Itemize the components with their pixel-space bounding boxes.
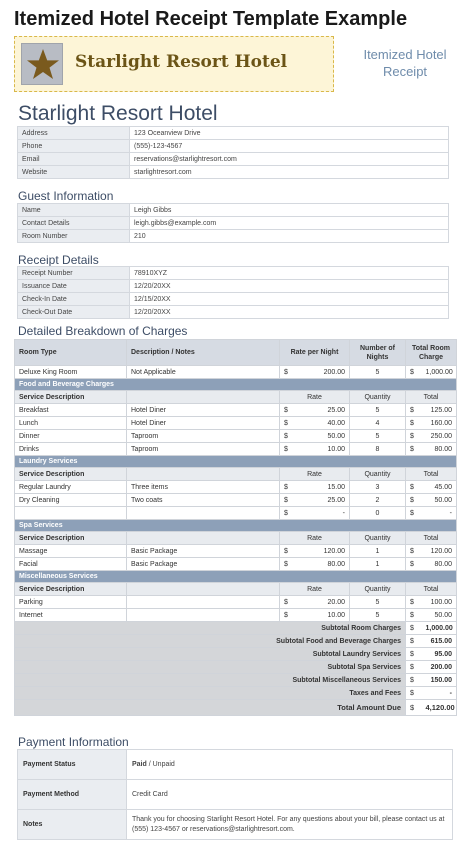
table-row (15, 417, 457, 430)
table-row (15, 558, 457, 571)
service-header-row (15, 583, 457, 596)
currency-cell: $ (280, 366, 298, 379)
qty-cell: 8 (350, 443, 406, 456)
currency-cell: $ (280, 558, 298, 571)
header-total-room-charge: Total Room Charge (406, 340, 457, 366)
currency-cell: $ (280, 609, 298, 622)
currency-cell: $ (406, 674, 422, 687)
service-cell: Parking (15, 596, 127, 609)
category-row-laundry (15, 456, 457, 468)
header-total: Total (406, 583, 457, 596)
currency-cell: $ (406, 494, 422, 507)
qty-cell: 5 (350, 609, 406, 622)
field-label: Payment Method (18, 780, 127, 810)
currency-cell: $ (406, 687, 422, 700)
notes-cell: Hotel Diner (127, 404, 280, 417)
total-cell: 125.00 (422, 404, 457, 417)
receipt-heading: Receipt Details (18, 253, 99, 267)
table-row (18, 217, 449, 230)
qty-cell: 5 (350, 404, 406, 417)
currency-cell: $ (280, 494, 298, 507)
payment-status-value (127, 750, 453, 780)
currency-cell: $ (406, 622, 422, 635)
currency-cell: $ (406, 648, 422, 661)
service-cell: Facial (15, 558, 127, 571)
rate-cell: 80.00 (298, 558, 350, 571)
currency-cell: $ (280, 481, 298, 494)
header-notes-blank (127, 532, 280, 545)
currency-cell: $ (406, 609, 422, 622)
qty-cell: 2 (350, 494, 406, 507)
notes-cell: Basic Package (127, 545, 280, 558)
field-label: Notes (18, 810, 127, 840)
header-rate: Rate (280, 391, 350, 404)
logo-text: Starlight Resort Hotel (75, 52, 288, 72)
table-row (18, 810, 453, 840)
total-cell: - (422, 507, 457, 520)
service-header-row (15, 391, 457, 404)
qty-cell: 1 (350, 558, 406, 571)
qty-cell: 4 (350, 417, 406, 430)
header-number-of-nights: Number of Nights (350, 340, 406, 366)
header-rate: Rate (280, 583, 350, 596)
header-service-description: Service Description (15, 583, 127, 596)
table-row (18, 140, 449, 153)
side-title-line2: Receipt (382, 64, 428, 79)
total-cell: 45.00 (422, 481, 457, 494)
subtotal-row (15, 622, 457, 635)
header-notes-blank (127, 468, 280, 481)
field-label: Name (18, 204, 130, 217)
table-row (15, 366, 457, 379)
grand-total-label: Total Amount Due (15, 700, 406, 716)
side-title-line1: Itemized Hotel (363, 47, 447, 62)
table-row (18, 780, 453, 810)
field-value: 78910XYZ (130, 267, 449, 280)
qty-cell: 0 (350, 507, 406, 520)
notes-cell: Taproom (127, 443, 280, 456)
subtotal-label: Subtotal Miscellaneous Services (15, 674, 406, 687)
table-row (18, 750, 453, 780)
header-rate-per-night: Rate per Night (280, 340, 350, 366)
table-row (18, 166, 449, 179)
grand-total-row (15, 700, 457, 716)
service-cell: Dry Cleaning (15, 494, 127, 507)
room-desc-cell: Not Applicable (127, 366, 280, 379)
service-header-row (15, 468, 457, 481)
service-header-row (15, 532, 457, 545)
table-row (18, 280, 449, 293)
rate-cell: 10.00 (298, 609, 350, 622)
currency-cell: $ (280, 417, 298, 430)
service-cell: Lunch (15, 417, 127, 430)
category-row-spa (15, 520, 457, 532)
table-row (15, 596, 457, 609)
category-title: Spa Services (15, 520, 457, 532)
currency-cell: $ (406, 443, 422, 456)
rate-cell: - (298, 507, 350, 520)
total-cell: 50.00 (422, 609, 457, 622)
payment-method-value: Credit Card (127, 780, 453, 810)
notes-cell: Two coats (127, 494, 280, 507)
qty-cell: 5 (350, 366, 406, 379)
hotel-name: Starlight Resort Hotel (18, 102, 218, 125)
subtotal-label: Subtotal Room Charges (15, 622, 406, 635)
header-notes-blank (127, 583, 280, 596)
currency-cell: $ (280, 545, 298, 558)
notes-cell: Three items (127, 481, 280, 494)
subtotal-value: 95.00 (422, 648, 457, 661)
rate-cell: 20.00 (298, 596, 350, 609)
currency-cell: $ (280, 507, 298, 520)
subtotal-value: 1,000.00 (422, 622, 457, 635)
service-cell: Regular Laundry (15, 481, 127, 494)
field-value: leigh.gibbs@example.com (130, 217, 449, 230)
room-type-cell: Deluxe King Room (15, 366, 127, 379)
field-label: Email (18, 153, 130, 166)
field-label: Contact Details (18, 217, 130, 230)
subtotal-row (15, 661, 457, 674)
table-row (15, 545, 457, 558)
currency-cell: $ (406, 481, 422, 494)
currency-cell: $ (406, 700, 422, 716)
rate-cell: 25.00 (298, 494, 350, 507)
total-cell: 100.00 (422, 596, 457, 609)
table-row (15, 430, 457, 443)
receipt-info-table (17, 266, 449, 319)
header-rate: Rate (280, 532, 350, 545)
currency-cell: $ (406, 545, 422, 558)
currency-cell: $ (280, 596, 298, 609)
category-row-misc (15, 571, 457, 583)
field-value: 123 Oceanview Drive (130, 127, 449, 140)
total-cell: 80.00 (422, 443, 457, 456)
notes-cell (127, 596, 280, 609)
notes-cell: Taproom (127, 430, 280, 443)
total-cell: 250.00 (422, 430, 457, 443)
payment-info-table (17, 749, 453, 840)
header-quantity: Quantity (350, 391, 406, 404)
payment-heading: Payment Information (18, 735, 129, 749)
header-quantity: Quantity (350, 583, 406, 596)
header-total: Total (406, 532, 457, 545)
charges-table (14, 339, 457, 716)
room-header-row (15, 340, 457, 366)
subtotal-value: 150.00 (422, 674, 457, 687)
table-row (15, 494, 457, 507)
header-total: Total (406, 468, 457, 481)
header-quantity: Quantity (350, 532, 406, 545)
header-rate: Rate (280, 468, 350, 481)
guest-heading: Guest Information (18, 189, 114, 203)
table-row (15, 443, 457, 456)
field-label: Address (18, 127, 130, 140)
header-service-description: Service Description (15, 468, 127, 481)
hotel-info-table (17, 126, 449, 179)
charges-heading: Detailed Breakdown of Charges (18, 324, 188, 338)
qty-cell: 5 (350, 430, 406, 443)
field-label: Issuance Date (18, 280, 130, 293)
field-label: Room Number (18, 230, 130, 243)
service-cell (15, 507, 127, 520)
service-cell: Dinner (15, 430, 127, 443)
currency-cell: $ (406, 558, 422, 571)
service-cell: Internet (15, 609, 127, 622)
currency-cell: $ (406, 430, 422, 443)
currency-cell: $ (280, 404, 298, 417)
field-value: (555)-123-4567 (130, 140, 449, 153)
grand-total-value: 4,120.00 (422, 700, 457, 716)
subtotal-label: Taxes and Fees (15, 687, 406, 700)
notes-cell (127, 507, 280, 520)
guest-info-table (17, 203, 449, 243)
status-paid: Paid (132, 761, 147, 768)
category-title: Laundry Services (15, 456, 457, 468)
payment-notes-value: Thank you for choosing Starlight Resort Hotel. For any questions about your bill, please contact us at (555) 123-4567 or reservations@starlightresort.com. (127, 810, 453, 840)
rate-cell: 120.00 (298, 545, 350, 558)
currency-cell: $ (406, 404, 422, 417)
total-cell: 1,000.00 (422, 366, 457, 379)
category-row-food (15, 379, 457, 391)
service-cell: Breakfast (15, 404, 127, 417)
subtotal-value: 615.00 (422, 635, 457, 648)
header-service-description: Service Description (15, 532, 127, 545)
rate-cell: 200.00 (298, 366, 350, 379)
subtotal-row (15, 648, 457, 661)
qty-cell: 1 (350, 545, 406, 558)
subtotal-row (15, 674, 457, 687)
field-label: Receipt Number (18, 267, 130, 280)
service-cell: Massage (15, 545, 127, 558)
field-value: Leigh Gibbs (130, 204, 449, 217)
header-total: Total (406, 391, 457, 404)
field-value: 12/15/20XX (130, 293, 449, 306)
field-label: Payment Status (18, 750, 127, 780)
field-label: Check-Out Date (18, 306, 130, 319)
field-value: reservations@starlightresort.com (130, 153, 449, 166)
total-cell: 50.00 (422, 494, 457, 507)
notes-cell: Basic Package (127, 558, 280, 571)
table-row (18, 267, 449, 280)
total-cell: 80.00 (422, 558, 457, 571)
field-value: starlightresort.com (130, 166, 449, 179)
currency-cell: $ (406, 507, 422, 520)
hotel-logo (14, 36, 334, 92)
header-description: Description / Notes (127, 340, 280, 366)
total-cell: 120.00 (422, 545, 457, 558)
subtotal-value: 200.00 (422, 661, 457, 674)
currency-cell: $ (406, 596, 422, 609)
rate-cell: 40.00 (298, 417, 350, 430)
rate-cell: 25.00 (298, 404, 350, 417)
table-row (18, 306, 449, 319)
table-row (18, 127, 449, 140)
category-title: Miscellaneous Services (15, 571, 457, 583)
status-unpaid: / Unpaid (146, 761, 175, 768)
currency-cell: $ (280, 430, 298, 443)
currency-cell: $ (406, 661, 422, 674)
service-cell: Drinks (15, 443, 127, 456)
star-icon (21, 43, 63, 85)
subtotal-label: Subtotal Laundry Services (15, 648, 406, 661)
receipt-side-title (338, 46, 472, 80)
subtotal-value: - (422, 687, 457, 700)
table-row (18, 230, 449, 243)
field-value: 12/20/20XX (130, 306, 449, 319)
taxes-row (15, 687, 457, 700)
header-notes-blank (127, 391, 280, 404)
rate-cell: 50.00 (298, 430, 350, 443)
header-room-type: Room Type (15, 340, 127, 366)
header-quantity: Quantity (350, 468, 406, 481)
table-row (18, 153, 449, 166)
currency-cell: $ (406, 417, 422, 430)
field-value: 210 (130, 230, 449, 243)
subtotal-label: Subtotal Food and Beverage Charges (15, 635, 406, 648)
table-row (18, 204, 449, 217)
currency-cell: $ (406, 366, 422, 379)
currency-cell: $ (280, 443, 298, 456)
subtotal-row (15, 635, 457, 648)
rate-cell: 10.00 (298, 443, 350, 456)
notes-cell: Hotel Diner (127, 417, 280, 430)
subtotal-label: Subtotal Spa Services (15, 661, 406, 674)
qty-cell: 5 (350, 596, 406, 609)
table-row (15, 507, 457, 520)
notes-cell (127, 609, 280, 622)
category-title: Food and Beverage Charges (15, 379, 457, 391)
table-row (15, 481, 457, 494)
table-row (15, 404, 457, 417)
field-label: Website (18, 166, 130, 179)
page-title: Itemized Hotel Receipt Template Example (14, 8, 408, 30)
table-row (18, 293, 449, 306)
field-value: 12/20/20XX (130, 280, 449, 293)
rate-cell: 15.00 (298, 481, 350, 494)
table-row (15, 609, 457, 622)
currency-cell: $ (406, 635, 422, 648)
field-label: Check-In Date (18, 293, 130, 306)
field-label: Phone (18, 140, 130, 153)
total-cell: 160.00 (422, 417, 457, 430)
qty-cell: 3 (350, 481, 406, 494)
header-service-description: Service Description (15, 391, 127, 404)
